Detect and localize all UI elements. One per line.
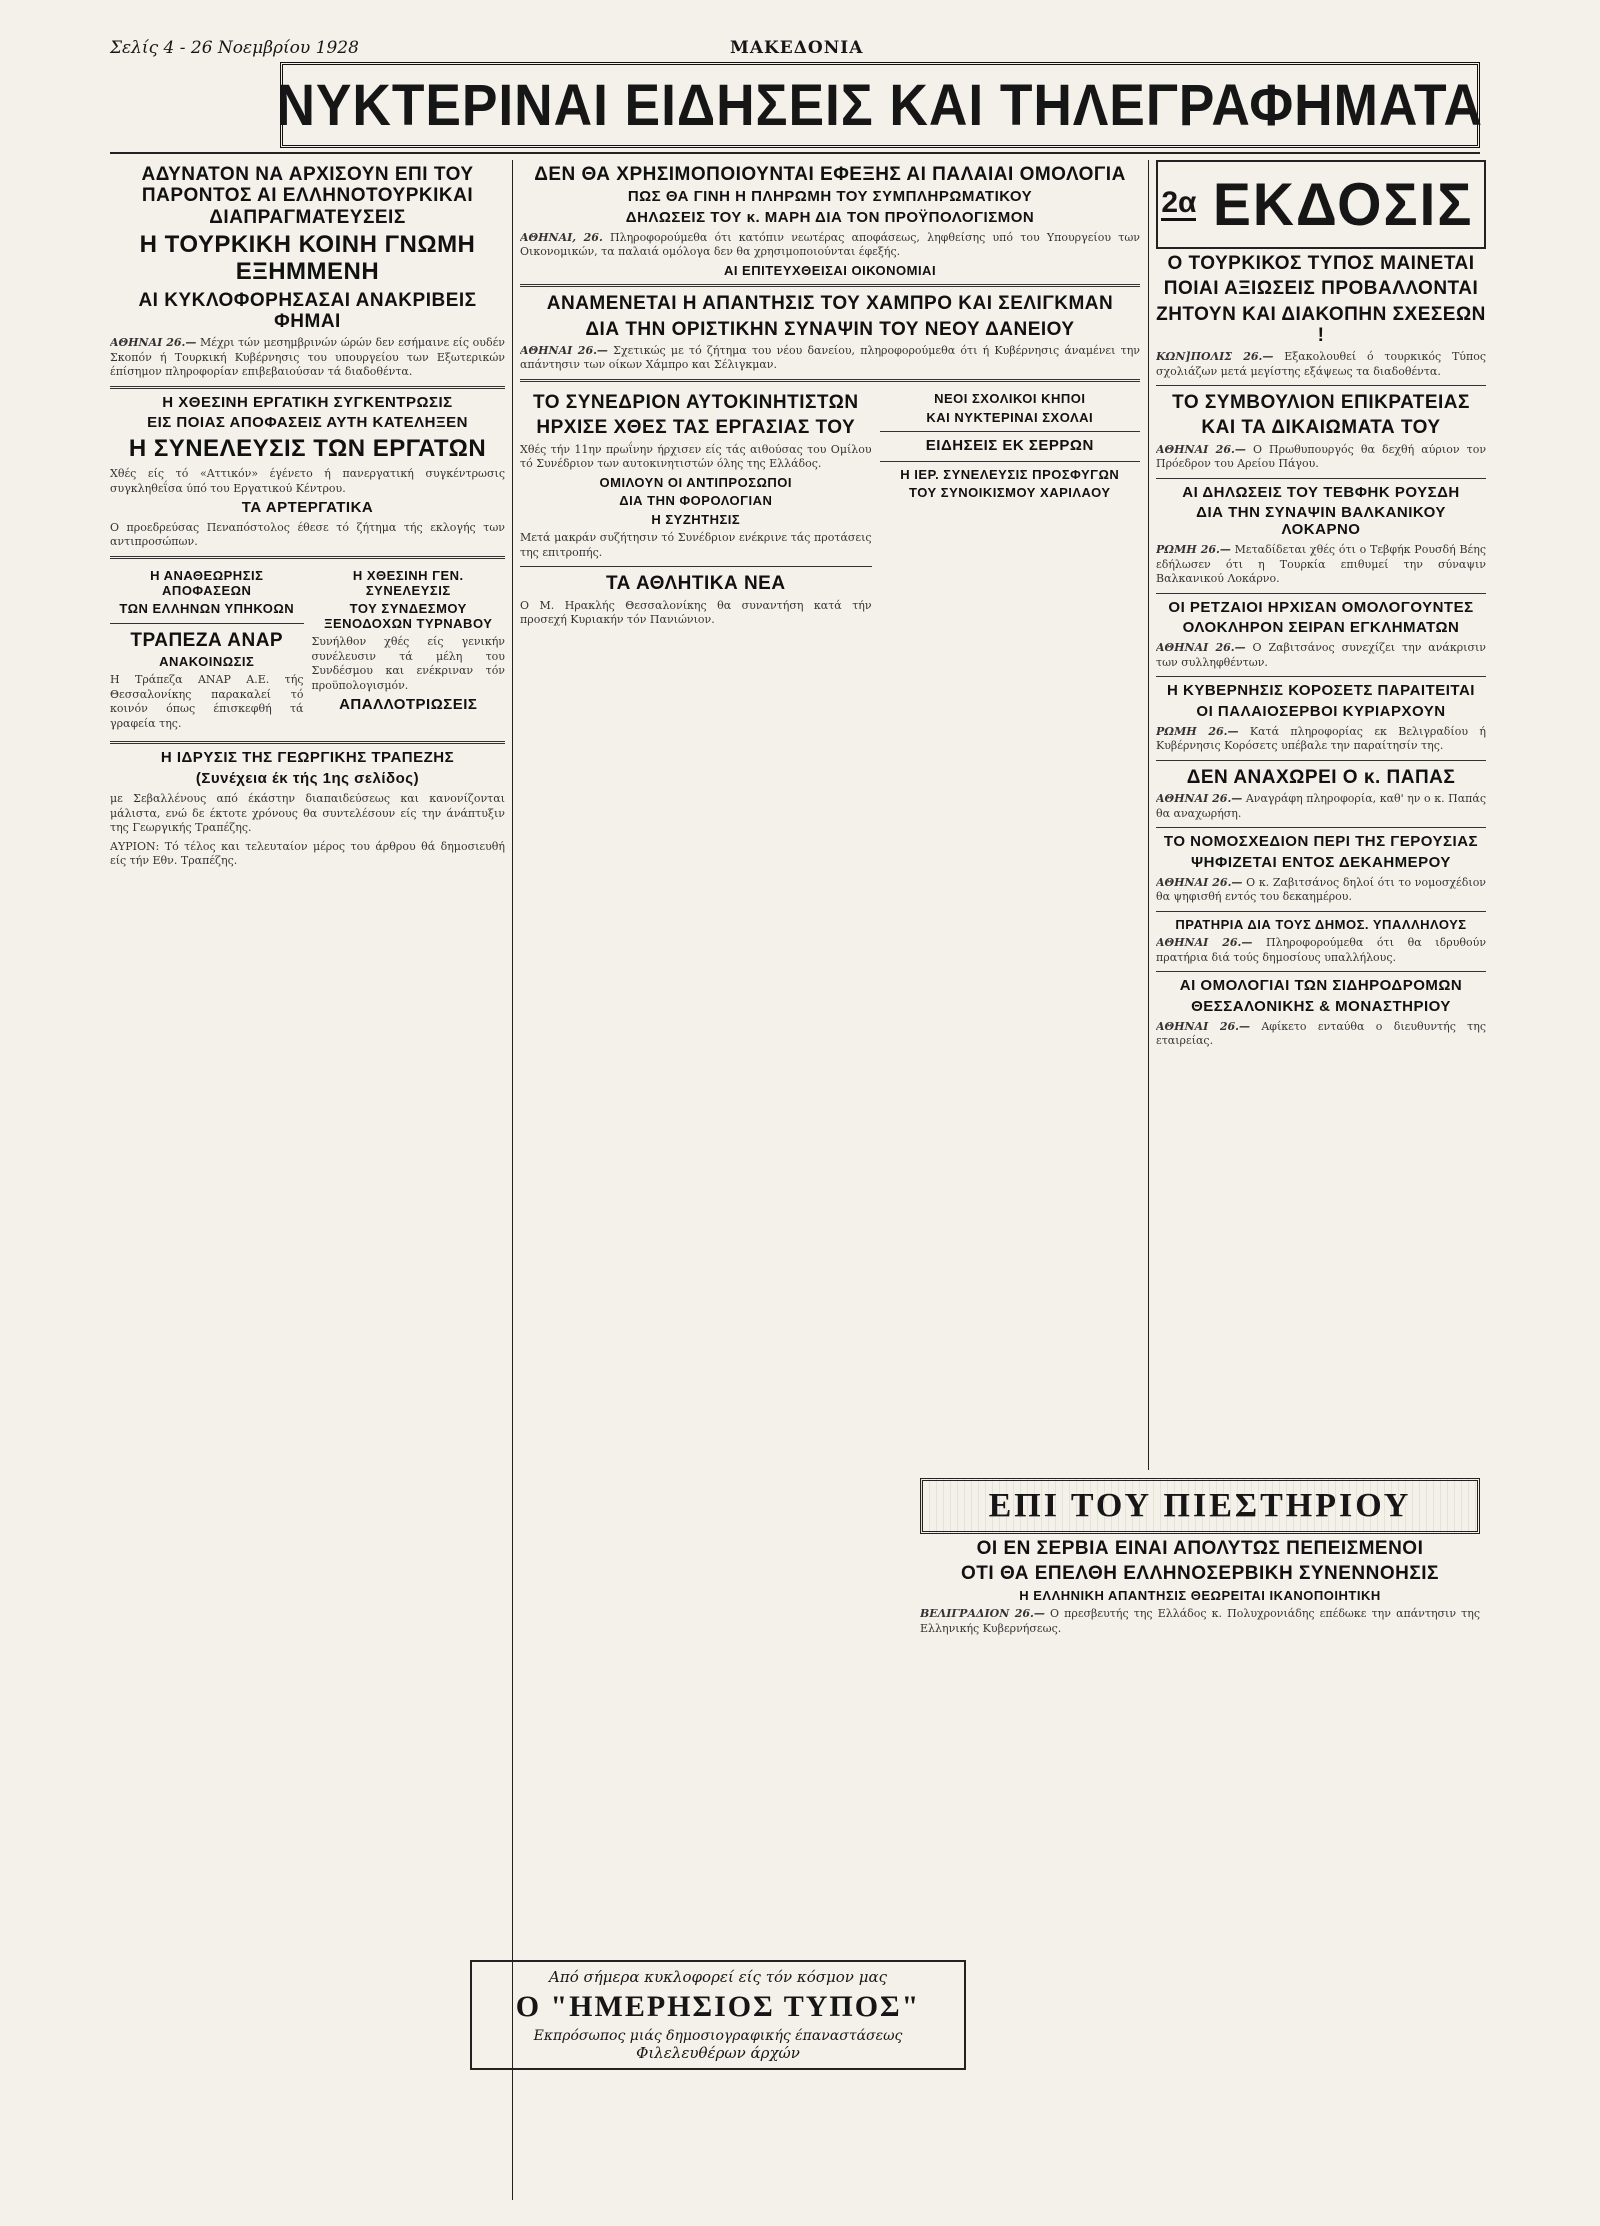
article-arterg-body: Ο προεδρεύσας Πεναπόστολος έθεσε τό ζήτημα τής εκλογής των αντιπροσώπων. [110,520,505,549]
article-text: Αναγράφη πληροφορία, καθ' ην ο κ. Παπάς θα αναχωρήση. [1156,792,1486,820]
headline-ten-days: ΨΗΦΙΖΕΤΑΙ ΕΝΤΟΣ ΔΕΚΑΗΜΕΡΟΥ [1191,853,1451,871]
article-text: Αφίκετο ενταύθα ο διευθυντής της εταιρείας. [1156,1019,1486,1048]
advertisement-imerisios-typos [470,1960,966,2070]
subcolumn-right [312,565,506,736]
headline-sports-news: ΤΑ ΑΘΛΗΤΙΚΑ ΝΕΑ [605,573,786,595]
headline-serbia-convinced: ΟΙ ΕΝ ΣΕΡΒΙΑ ΕΙΝΑΙ ΑΠΟΛΥΤΩΣ ΠΕΠΕΙΣΜΕΝΟΙ [976,1538,1424,1559]
headline-mari-budget: ΔΗΛΩΣΕΙΣ ΤΟΥ κ. ΜΑΡΗ ΔΙΑ ΤΟΝ ΠΡΟΫΠΟΛΟΓΙΣΜΟΝ [625,209,1035,227]
article-text: Μεταδίδεται χθές ότι ο Τεβφήκ Ρουσδή Βέης εδήλωσεν ότι η Τουρκία επιθυμεί την σύναψιν Βαλκανικού Λοκάρνο. [1156,543,1486,586]
headline-motorists-started: ΗΡΧΙΣΕ ΧΘΕΣ ΤΑΣ ΕΡΓΑΣΙΑΣ ΤΟΥ [536,417,856,439]
column-rule-2 [1148,160,1149,1470]
article-discussion-body: Μετά μακράν συζήτησιν τό Συνέδριον ενέκρινε τάς προτάσεις της επιτροπής. [520,531,872,559]
dateline: ΚΩΝ]ΠΟΛΙΣ 26.— [1156,350,1274,364]
article-stores-body [1156,936,1486,965]
article-retzaioi-body [1156,641,1486,670]
headline-council-rights: ΚΑΙ ΤΑ ΔΙΚΑΙΩΜΑΤΑ ΤΟΥ [1201,417,1441,439]
headline-korosec-resigns: Η ΚΥΒΕΡΝΗΣΙΣ ΚΟΡΟΣΕΤΣ ΠΑΡΑΙΤΕΙΤΑΙ [1167,682,1475,700]
stop-press-section [920,1478,1480,1728]
subcolumn-right [880,388,1140,632]
folio-paper-name: ΜΑΚΕΔΟΝΙΑ [730,38,864,58]
masthead [276,62,1484,148]
article-railway-body [1156,1020,1486,1049]
stop-press-banner: ΕΠΙ ΤΟΥ ΠΙΕΣΤΗΡΙΟΥ [920,1478,1480,1534]
article-rushdi-body [1156,543,1486,587]
headline-subjects-review-sub: ΤΩΝ ΕΛΛΗΝΩΝ ΥΠΗΚΟΩΝ [119,601,295,617]
article-agri-bank-body: με Σεβαλλένους από έκάστην διαπαιδεύσεως και κανονίζονται μάλιστα, ενώ δε έκτοτε χρόνους θα συντελέσουν είς την άνάπτυξιν της Γεωργικής Τραπέζης. [110,792,505,835]
dateline: ΑΘΗΝΑΙ 26.— [1156,792,1243,806]
dateline: ΑΘΗΝΑΙ 26.— [1156,875,1243,889]
headline-expropriations: ΑΠΑΛΛΟΤΡΙΩΣΕΙΣ [339,696,478,714]
article-council-body [1156,443,1486,472]
dateline: ΡΩΜΗ 26.— [1156,543,1231,557]
article-text: Κατά πληροφορίας εκ Βελιγραδίου ή Κυβέρνησις Κορόσετς υπέβαλε την παραίτησίν της. [1156,724,1486,753]
headline-thessaloniki-monastir: ΘΕΣΣΑΛΟΝΙΚΗΣ & ΜΟΝΑΣΤΗΡΙΟΥ [1191,998,1451,1016]
article-text: Ο πρεσβευτής της Ελλάδος κ. Πολυχρονιάδης επέδωκε την απάντησιν της Ελληνικής Κυβερνήσεως. [920,1607,1480,1635]
divider [1156,593,1486,594]
masthead-rule [110,152,1480,154]
divider [110,741,505,744]
article-anar-body: Η Τράπεζα ΑΝΑΡ Α.Ε. τής Θεσσαλονίκης παρακαλεί τό κοινόν όπως έπισκεφθή τά γραφεία της. [110,673,304,730]
headline-hoteliers: Η ΧΘΕΣΙΝΗ ΓΕΝ. ΣΥΝΕΛΕΥΣΙΣ [352,567,464,598]
headline-discussion: Η ΣΥΖΗΤΗΣΙΣ [651,511,741,527]
dateline: ΑΘΗΝΑΙ 26.— [1156,936,1253,950]
headline-taxation: ΔΙΑ ΤΗΝ ΦΟΡΟΛΟΓΙΑΝ [619,493,773,509]
ad-title: Ο "ΗΜΕΡΗΣΙΟΣ ΤΥΠΟΣ" [515,1990,921,2023]
headline-anar-notice: ΑΝΑΚΟΙΝΩΣΙΣ [159,653,255,669]
divider [520,379,1140,382]
headline-agri-bank-cont: (Συνέχεια έκ τής 1ης σελίδος) [195,770,420,788]
divider [520,566,872,567]
headline-new-loan: ΔΙΑ ΤΗΝ ΟΡΙΣΤΙΚΗΝ ΣΥΝΑΨΙΝ ΤΟΥ ΝΕΟΥ ΔΑΝΕΙΟΥ [585,318,1075,340]
column-right [1156,160,1486,1470]
headline-representatives: ΟΜΙΛΟΥΝ ΟΙ ΑΝΤΙΠΡΟΣΩΠΟΙ [599,474,793,490]
folio [110,38,1470,60]
folio-date: Σελίς 4 - 26 Νοεμβρίου 1928 [110,38,359,58]
headline-turkish-negotiations: ΑΔΥΝΑΤΟΝ ΝΑ ΑΡΧΙΣΟΥΝ ΕΠΙ ΤΟΥ ΠΑΡΟΝΤΟΣ ΑΙ ΕΛΛΗΝΟΤΟΥΡΚΙΚΑΙ ΔΙΑΠΡΑΓΜΑΤΕΥΣΕΙΣ [141,164,474,228]
divider [880,431,1140,432]
headline-civil-servants-stores: ΠΡΑΤΗΡΙΑ ΔΙΑ ΤΟΥΣ ΔΗΜΟΣ. ΥΠΑΛΛΗΛΟΥΣ [1175,916,1467,932]
article-loan-body [520,344,1140,373]
divider [110,623,304,624]
divider [520,284,1140,287]
ad-line-1: Από σήμερα κυκλοφορεί είς τόν κόσμον μας [549,1968,887,1986]
divider [1156,676,1486,677]
divider [110,556,505,559]
divider [110,386,505,389]
article-text: Μέχρι τών μεσημβρινών ώρών δεν εσήμαινε είς ουδέν Σκοπόν ή Τουρκική Κυβέρνησις του υπουργείου των Εξωτερικών έπίσημον πληροφορίαν επιβεβαιούσαν τά διαδοθέντα. [110,336,505,379]
headline-railway-bonds: ΑΙ ΟΜΟΛΟΓΙΑΙ ΤΩΝ ΣΙΔΗΡΟΔΡΟΜΩΝ [1179,977,1463,995]
headline-old-serbs: ΟΙ ΠΑΛΑΙΟΣΕΡΒΟΙ ΚΥΡΙΑΡΧΟΥΝ [1196,703,1446,721]
headline-arterg: ΤΑ ΑΡΤΕΡΓΑΤΙΚΑ [241,499,374,517]
headline-papas: ΔΕΝ ΑΝΑΧΩΡΕΙ Ο κ. ΠΑΠΑΣ [1186,766,1456,788]
column-left [110,160,505,2210]
headline-balkan-locarno: ΔΙΑ ΤΗΝ ΣΥΝΑΨΙΝ ΒΑΛΚΑΝΙΚΟΥ ΛΟΚΑΡΝΟ [1196,504,1446,539]
headline-savings: ΑΙ ΕΠΙΤΕΥΧΘΕΙΣΑΙ ΟΙΚΟΝΟΜΙΑΙ [723,262,937,278]
article-workers-body: Χθές είς τό «Αττικόν» έγένετο ή πανεργατική συγκέντρωσις συγκληθεΐσα ύπό του Εργατικού Κέντρου. [110,467,505,495]
headline-greco-serbian: ΟΤΙ ΘΑ ΕΠΕΛΘΗ ΕΛΛΗΝΟΣΕΡΒΙΚΗ ΣΥΝΕΝΝΟΗΣΙΣ [961,1563,1439,1585]
dateline: ΑΘΗΝΑΙ 26.— [110,336,197,350]
headline-demands: ΠΟΙΑΙ ΑΞΙΩΣΕΙΣ ΠΡΟΒΑΛΛΟΝΤΑΙ [1163,278,1479,300]
edition-word: ΕΚΔΟΣΙΣ [1213,171,1474,238]
article-text: Ο Πρωθυπουργός θα δεχθή αύριον τον Πρόεδρον του Αρείου Πάγου. [1156,442,1486,471]
dateline: ΡΩΜΗ 26.— [1156,724,1239,738]
headline-subjects-review: Η ΑΝΑΘΕΩΡΗΣΙΣ ΑΠΟΦΑΣΕΩΝ [150,567,264,598]
subcolumn-left [110,565,304,736]
headline-night-schools: ΚΑΙ ΝΥΚΤΕΡΙΝΑΙ ΣΧΟΛΑΙ [926,409,1094,425]
dateline: ΑΘΗΝΑΙ 26.— [1156,641,1246,655]
headline-turkish-opinion: Η ΤΟΥΡΚΙΚΗ ΚΟΙΝΗ ΓΝΩΜΗ ΕΞΗΜΜΕΝΗ [139,230,476,285]
divider [880,461,1140,462]
headline-retzaioi: ΟΙ ΡΕΤΖΑΙΟΙ ΗΡΧΙΣΑΝ ΟΜΟΛΟΓΟΥΝΤΕΣ [1168,598,1474,616]
ad-line-4: Φιλελευθέρων άρχών [636,2044,800,2062]
article-papas-body [1156,792,1486,821]
dateline: ΑΘΗΝΑΙ, 26. [520,230,603,244]
article-text: Σχετικώς με τό ζήτημα του νέου δανείου, πληροφορούμεθα ότι ή Κυβέρνησις άναμένει την απάντησιν των οίκων Χάμπρο και Σέλιγκμαν. [520,343,1140,372]
headline-crimes: ΟΛΟΚΛΗΡΟΝ ΣΕΙΡΑΝ ΕΓΚΛΗΜΑΤΩΝ [1182,619,1460,637]
subcolumns [110,565,505,736]
headline-labor-rally: Η ΧΘΕΣΙΝΗ ΕΡΓΑΤΙΚΗ ΣΥΓΚΕΝΤΡΩΣΙΣ [162,393,453,411]
dateline: ΑΘΗΝΑΙ 26.— [1156,1019,1251,1033]
article-bonds-body [520,231,1140,260]
column-rule-1 [512,160,513,2200]
article-korosec-body [1156,725,1486,754]
dateline: ΑΘΗΝΑΙ 26.— [520,343,608,357]
subcolumns [520,388,1140,632]
headline-labor-decisions: ΕΙΣ ΠΟΙΑΣ ΑΠΟΦΑΣΕΙΣ ΑΥΤΗ ΚΑΤΕΛΗΞΕΝ [147,414,468,432]
column-middle [520,160,1140,2210]
headline-council-of-state: ΤΟ ΣΥΜΒΟΥΛΙΟΝ ΕΠΙΚΡΑΤΕΙΑΣ [1172,392,1470,414]
divider [1156,827,1486,828]
article-sports-body: Ο Μ. Ηρακλής Θεσσαλονίκης θα συναντήση κατά τήν προσεχή Κυριακήν τόν Πανιώνιον. [520,598,872,627]
article-text: Ο κ. Ζαβιτσάνος δηλοί ότι το νομοσχέδιον θα ψηφισθή εντός του δεκαημέρου. [1156,875,1486,904]
headline-supplementary-payment: ΠΩΣ ΘΑ ΓΙΝΗ Η ΠΛΗΡΩΜΗ ΤΟΥ ΣΥΜΠΛΗΡΩΜΑΤΙΚΟΥ [627,188,1033,206]
divider [1156,971,1486,972]
article-text: Ο Ζαβιτσάνος συνεχίζει την ανάκρισιν των συλληφθέντων. [1156,641,1486,669]
divider [1156,911,1486,912]
headline-anar-bank: ΤΡΑΠΕΖΑ ΑΝΑΡ [130,629,284,651]
dateline: ΑΘΗΝΑΙ 26.— [1156,442,1246,456]
headline-workers-assembly: Η ΣΥΝΕΛΕΥΣΙΣ ΤΩΝ ΕΡΓΑΤΩΝ [128,435,487,463]
headline-rushdi-statements: ΑΙ ΔΗΛΩΣΕΙΣ ΤΟΥ ΤΕΒΦΗΚ ΡΟΥΣΔΗ [1182,483,1460,501]
article-agri-bank-tomorrow: ΑΥΡΙΟΝ: Τό τέλος και τελευταίον μέρος του άρθρου θά δημοσιευθή είς τήν Εθν. Τραπέζης. [110,839,505,868]
article-serbia-body [920,1607,1480,1636]
edition-number: 2α [1161,186,1197,219]
divider [1156,385,1486,386]
headline-serres-news: ΕΙΔΗΣΕΙΣ ΕΚ ΣΕΡΡΩΝ [925,437,1094,455]
masthead-title: ΝΥΚΤΕΡΙΝΑΙ ΕΙΔΗΣΕΙΣ ΚΑΙ ΤΗΛΕΓΡΑΦΗΜΑΤΑ [276,72,1484,138]
article-text: Εξακολουθεί ό τουρκικός Τύπος σχολιάζων μετά μεγίστης εξάψεως τα διαδοθέντα. [1156,350,1486,378]
article-hoteliers-body: Συνήλθον χθές είς γενικήν συνέλευσιν τά μέλη του Συνδέσμου και ενέκριναν τόν προϋπολογισμόν. [311,635,505,692]
article-motorists-body: Χθές τήν 11ην πρωΐνην ήρχισεν είς τάς αιθούσας του Ομίλου τό Συνέδριον των αυτοκινητιστών όλης της Ελλάδος. [520,442,872,471]
divider [1156,478,1486,479]
headline-refugees-assembly: Η ΙΕΡ. ΣΥΝΕΛΕΥΣΙΣ ΠΡΟΣΦΥΓΩΝ [900,466,1120,482]
headline-senate-bill: ΤΟ ΝΟΜΟΣΧΕΔΙΟΝ ΠΕΡΙ ΤΗΣ ΓΕΡΟΥΣΙΑΣ [1163,833,1479,851]
dateline: ΒΕΛΙΓΡΑΔΙΟΝ 26.— [920,1607,1045,1621]
article-text: Πληροφορούμεθα ότι θα ιδρυθούν πρατήρια διά τούς δημοσίους υπαλλήλους. [1156,936,1486,964]
article-text: Πληροφορούμεθα ότι κατόπιν νεωτέρας αποφάσεως, ληφθείσης υπό του Υπουργείου των Οικονομικών, τα παλαιά ομόλογα δεν θα χρησιμοποιούνται έφεξής. [520,230,1140,259]
headline-rumors: ΑΙ ΚΥΚΛΟΦΟΡΗΣΑΣΑΙ ΑΝΑΚΡΙΒΕΙΣ ΦΗΜΑΙ [138,289,477,332]
headline-agri-bank: Η ΙΔΡΥΣΙΣ ΤΗΣ ΓΕΩΡΓΙΚΗΣ ΤΡΑΠΕΖΗΣ [160,749,455,767]
article-senate-body [1156,876,1486,905]
ad-line-3: Εκπρόσωπος μιάς δημοσιογραφικής έπαναστάσεως [533,2028,903,2044]
headline-school-gardens: ΝΕΟΙ ΣΧΟΛΙΚΟΙ ΚΗΠΟΙ [934,391,1086,406]
divider [1156,760,1486,761]
headline-greek-reply: Η ΕΛΛΗΝΙΚΗ ΑΠΑΝΤΗΣΙΣ ΘΕΩΡΕΙΤΑΙ ΙΚΑΝΟΠΟΙΗΤΙΚΗ [1019,1587,1381,1603]
article-turkish-body [110,336,505,380]
headline-charilaou: ΤΟΥ ΣΥΝΟΙΚΙΣΜΟΥ ΧΑΡΙΛΑΟΥ [909,485,1111,501]
second-edition-banner [1156,160,1486,249]
headline-break-relations: ΖΗΤΟΥΝ ΚΑΙ ΔΙΑΚΟΠΗΝ ΣΧΕΣΕΩΝ ! [1156,303,1486,346]
headline-hambro-reply: ΑΝΑΜΕΝΕΤΑΙ Η ΑΠΑΝΤΗΣΙΣ ΤΟΥ ΧΑΜΠΡΟ ΚΑΙ ΣΕΛΙΓΚΜΑΝ [546,293,1114,315]
subcolumn-left [520,388,872,632]
headline-motorists-congress: ΤΟ ΣΥΝΕΔΡΙΟΝ ΑΥΤΟΚΙΝΗΤΙΣΤΩΝ [532,392,859,413]
headline-old-bonds: ΔΕΝ ΘΑ ΧΡΗΣΙΜΟΠΟΙΟΥΝΤΑΙ ΕΦΕΞΗΣ ΑΙ ΠΑΛΑΙΑΙ ΟΜΟΛΟΓΙΑ [534,164,1126,185]
headline-turkish-press: Ο ΤΟΥΡΚΙΚΟΣ ΤΥΠΟΣ ΜΑΙΝΕΤΑΙ [1167,253,1475,274]
article-turkish-press-body [1156,350,1486,379]
headline-hoteliers-sub: ΤΟΥ ΣΥΝΔΕΣΜΟΥ ΞΕΝΟΔΟΧΩΝ ΤΥΡΝΑΒΟΥ [324,601,493,631]
